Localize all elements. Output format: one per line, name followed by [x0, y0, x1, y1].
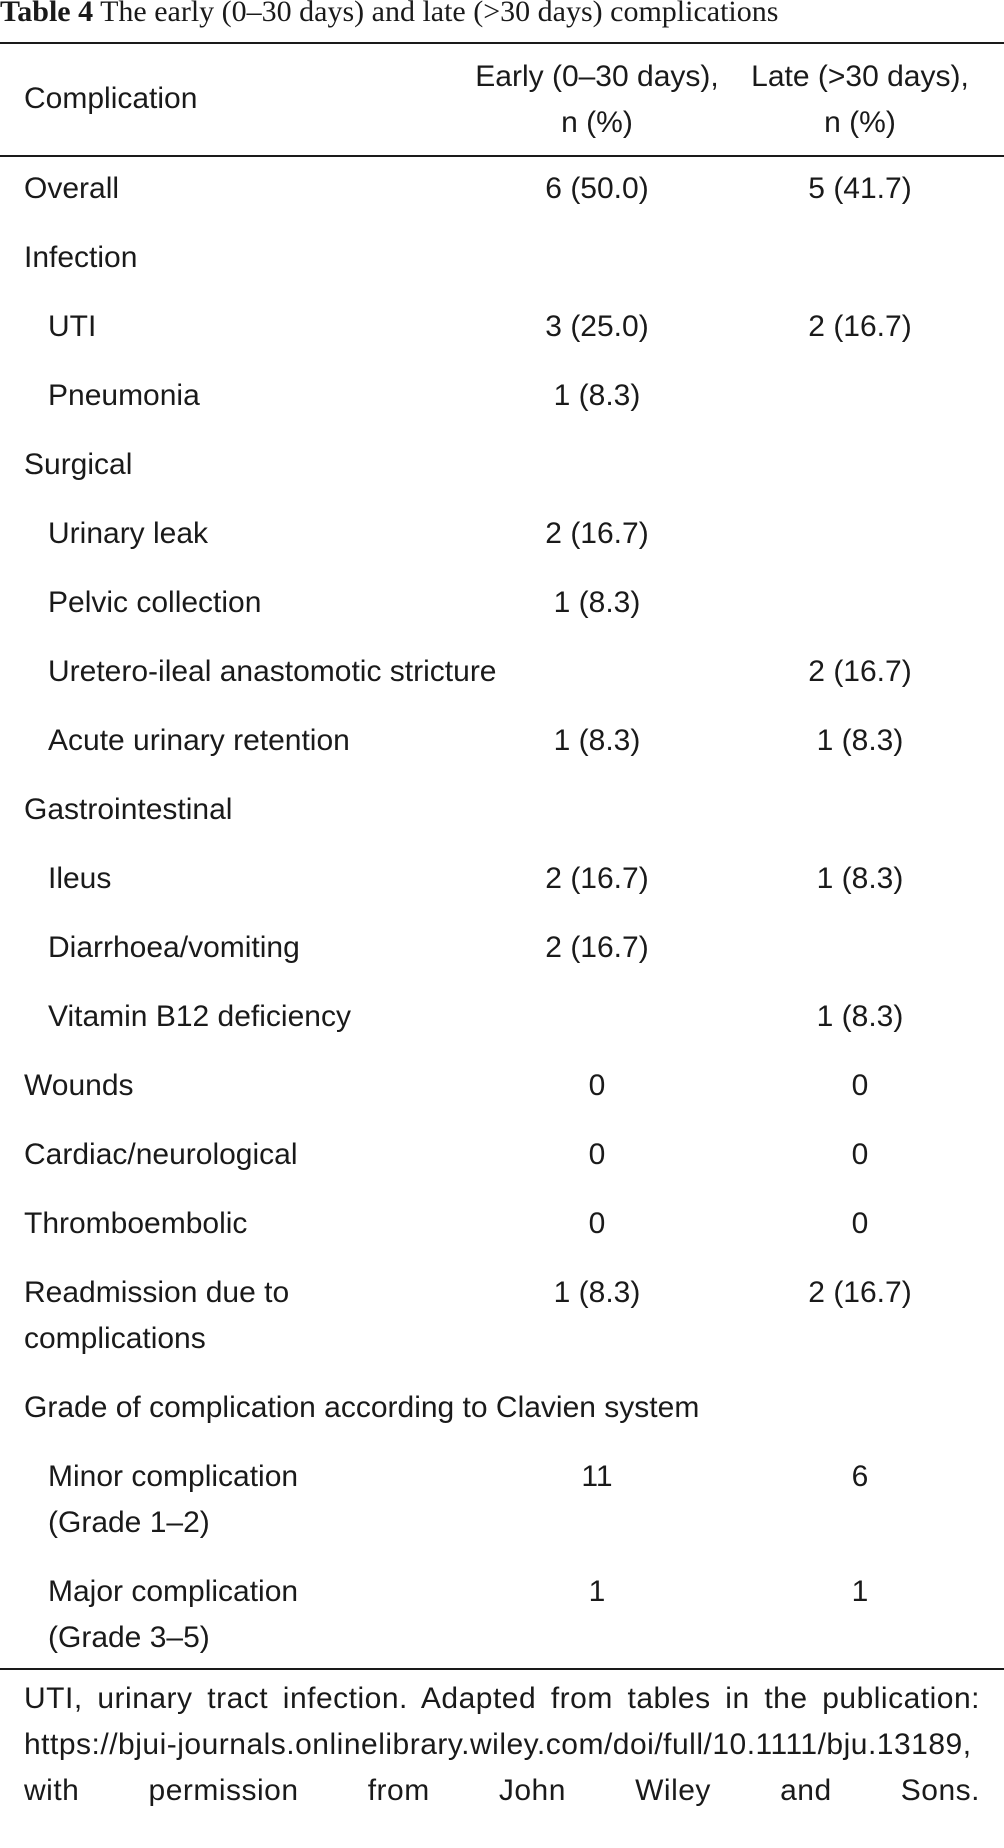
cell-early: 2 (16.7) [545, 517, 649, 550]
table-title: The early (0–30 days) and late (>30 days) complications [100, 0, 779, 28]
header-early-line1: Early (0–30 days), [475, 60, 719, 93]
table-row [0, 1270, 1004, 1385]
cell-late: 0 [851, 1207, 869, 1240]
table-row [0, 1132, 1004, 1201]
table-row-group [0, 235, 1004, 304]
table-row [0, 1201, 1004, 1270]
table-label: Table 4 [0, 0, 94, 28]
cell-late: 1 (8.3) [816, 724, 904, 757]
cell-early: 2 (16.7) [545, 931, 649, 964]
table-body [0, 166, 1004, 1684]
header-early-line2: n (%) [561, 106, 633, 139]
table-row [0, 925, 1004, 994]
table-row [0, 373, 1004, 442]
cell-late: 1 (8.3) [816, 862, 904, 895]
table-header-rule [0, 155, 1004, 157]
group-label: Gastrointestinal [24, 793, 233, 826]
cell-early: 0 [588, 1138, 606, 1171]
row-label-line1: Readmission due to [24, 1276, 290, 1309]
cell-late: 2 (16.7) [808, 655, 912, 688]
table-row [0, 718, 1004, 787]
cell-late: 0 [851, 1138, 869, 1171]
cell-late: 2 (16.7) [808, 310, 912, 343]
table-row-group [0, 1385, 1004, 1454]
cell-early: 1 (8.3) [553, 586, 641, 619]
row-label: Diarrhoea/vomiting [48, 931, 300, 964]
row-label [24, 1270, 289, 1362]
header-late-line1: Late (>30 days), [751, 60, 969, 93]
row-label: Urinary leak [48, 517, 209, 550]
cell-early: 1 (8.3) [553, 724, 641, 757]
cell-early: 11 [581, 1460, 613, 1493]
row-label: Overall [24, 172, 120, 205]
row-label: Pneumonia [48, 379, 200, 412]
row-label: Ileus [48, 862, 112, 895]
header-complication: Complication [24, 82, 198, 115]
header-late-line2: n (%) [824, 106, 896, 139]
table-row [0, 994, 1004, 1063]
row-label: Acute urinary retention [48, 724, 350, 757]
row-label [48, 1454, 298, 1546]
table-row [0, 511, 1004, 580]
cell-early: 6 (50.0) [545, 172, 649, 205]
table-row-group [0, 442, 1004, 511]
group-label: Infection [24, 241, 138, 274]
row-label-line2: (Grade 1–2) [48, 1506, 210, 1539]
table-row [0, 166, 1004, 235]
table-row [0, 856, 1004, 925]
table-bottom-rule [0, 1668, 1004, 1670]
cell-late: 6 [851, 1460, 869, 1493]
group-label: Surgical [24, 448, 133, 481]
group-label: Grade of complication according to Clavien system [24, 1391, 700, 1424]
cell-early: 1 [588, 1575, 606, 1608]
cell-late: 5 (41.7) [808, 172, 912, 205]
row-label-line2: complications [24, 1322, 206, 1355]
cell-early: 1 (8.3) [553, 379, 641, 412]
cell-early: 0 [588, 1069, 606, 1102]
cell-early: 2 (16.7) [545, 862, 649, 895]
table-caption [0, 0, 778, 32]
row-label-line1: Major complication [48, 1575, 299, 1608]
row-label: Thromboembolic [24, 1207, 248, 1240]
row-label [48, 1569, 298, 1661]
table-row [0, 580, 1004, 649]
row-label: Pelvic collection [48, 586, 262, 619]
row-label: Wounds [24, 1069, 134, 1102]
cell-late: 2 (16.7) [808, 1276, 912, 1309]
table-row [0, 304, 1004, 373]
header-late [730, 54, 990, 146]
table-row [0, 1454, 1004, 1569]
table-row [0, 1569, 1004, 1684]
header-early [462, 54, 732, 146]
cell-late: 1 (8.3) [816, 1000, 904, 1033]
table-row [0, 1063, 1004, 1132]
table-row-group [0, 787, 1004, 856]
table-footnote: UTI, urinary tract infection. Adapted from tables in the publication: https://bjui-journals.onlinelibrary.wiley.com/doi/full/10.1111/bju.13189, with permission from John Wiley and Sons. [24, 1682, 980, 1807]
row-label-line2: (Grade 3–5) [48, 1621, 210, 1654]
row-label: Cardiac/neurological [24, 1138, 298, 1171]
cell-early: 0 [588, 1207, 606, 1240]
table-top-rule [0, 42, 1004, 44]
cell-early: 3 (25.0) [545, 310, 649, 343]
row-label: UTI [48, 310, 97, 343]
cell-early: 1 (8.3) [553, 1276, 641, 1309]
row-label: Uretero-ileal anastomotic stricture [48, 655, 497, 688]
table-row [0, 649, 1004, 718]
row-label: Vitamin B12 deficiency [48, 1000, 351, 1033]
cell-late: 1 [851, 1575, 869, 1608]
row-label-line1: Minor complication [48, 1460, 299, 1493]
cell-late: 0 [851, 1069, 869, 1102]
